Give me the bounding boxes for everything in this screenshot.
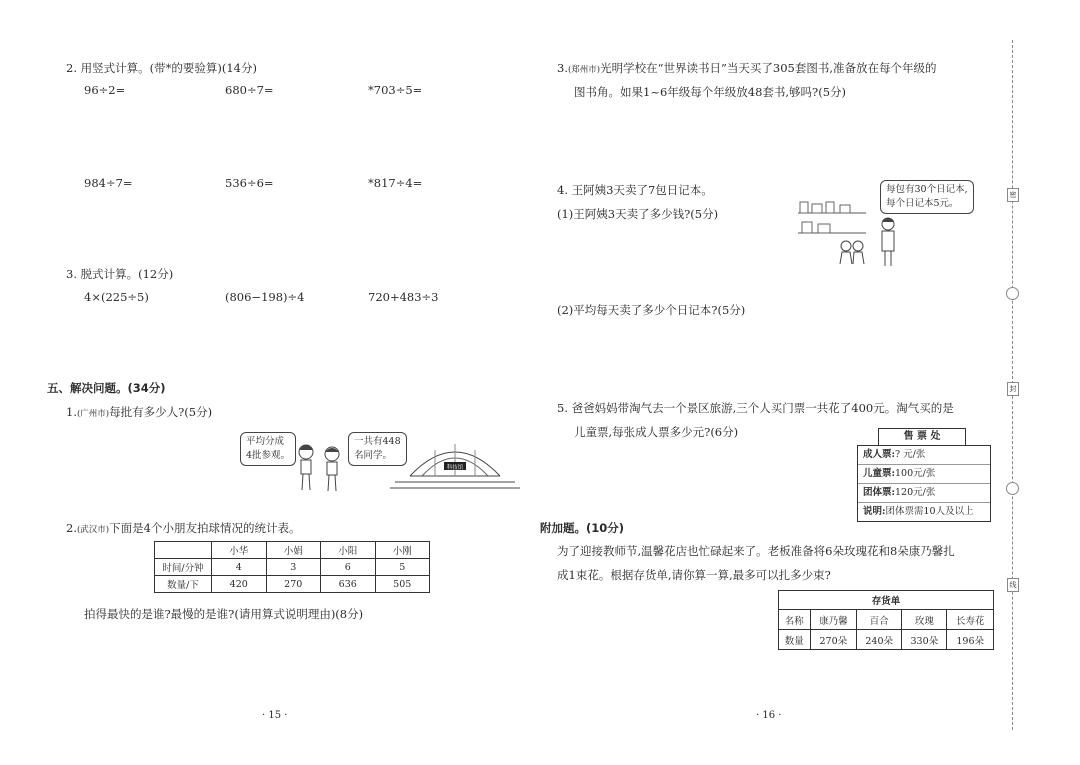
q2-item-6: *817÷4= (368, 176, 423, 190)
table-header-row (155, 542, 430, 559)
problem-2: 2.(武汉市)下面是4个小朋友拍球情况的统计表。 (66, 521, 301, 535)
problem-5-line2: 儿童票,每张成人票多少元?(6分) (574, 425, 739, 439)
bonus-line2: 成1束花。根据存货单,请你算一算,最多可以扎多少束? (557, 568, 831, 582)
q3-item-2: (806−198)÷4 (225, 290, 305, 304)
table-cell: 4 (212, 559, 267, 576)
problem-5-line1: 5. 爸爸妈妈带淘气去一个景区旅游,三个人买门票一共花了400元。淘气买的是 (557, 401, 954, 415)
problem-1-text: 每批有多少人?(5分) (109, 405, 213, 419)
problem-1: 1.(广州市)每批有多少人?(5分) (66, 405, 213, 419)
problem-3-city: (郑州市) (567, 65, 601, 75)
q2-title: 2. 用竖式计算。(带*的要验算)(14分) (66, 61, 257, 75)
binding-hole-icon (1006, 482, 1019, 495)
table-cell: 196朵 (947, 630, 994, 650)
problem-1-city: (广州市) (76, 409, 110, 419)
margin-mark-3: 线 (1007, 578, 1019, 592)
problem-3-line2: 图书角。如果1~6年级每个年级放48套书,够吗?(5分) (574, 85, 847, 99)
children-illustration (290, 442, 350, 494)
table-cell: 名称 (779, 610, 811, 630)
ticket-board-title: 售 票 处 (878, 428, 966, 446)
table-cell: 时间/分钟 (155, 559, 212, 576)
ball-stats-table (154, 541, 430, 593)
q2-item-3: *703÷5= (368, 83, 423, 97)
table-cell: 长寿花 (947, 610, 994, 630)
table-cell: 330朵 (902, 630, 947, 650)
q2-item-5: 536÷6= (225, 176, 274, 190)
table-cell: 420 (212, 576, 267, 593)
problem-2-city: (武汉市) (76, 525, 110, 535)
table-row (779, 630, 994, 650)
page-number-left: · 15 · (262, 710, 288, 721)
problem-3-line1: 3.(郑州市)光明学校在“世界读书日”当天买了305套图书,准备放在每个年级的 (557, 61, 937, 75)
table-cell: 505 (375, 576, 430, 593)
q2-item-1: 96÷2= (84, 83, 126, 97)
table-cell: 270 (266, 576, 321, 593)
speech-bubble-left: 平均分成 4批参观。 (240, 432, 296, 466)
bonus-line1: 为了迎接教师节,温馨花店也忙碌起来了。老板准备将6朵玫瑰花和8朵康乃馨扎 (557, 544, 955, 558)
table-cell: 康乃馨 (810, 610, 857, 630)
page-number-right: · 16 · (756, 710, 782, 721)
ticket-row-adult: 成人票:? 元/张 (863, 449, 926, 460)
museum-illustration (390, 436, 520, 492)
binding-hole-icon (1006, 287, 1019, 300)
q3-item-3: 720+483÷3 (368, 290, 439, 304)
table-cell: 小娟 (266, 542, 321, 559)
q3-item-1: 4×(225÷5) (84, 290, 149, 304)
problem-4-sub1: (1)王阿姨3天卖了多少钱?(5分) (557, 207, 719, 221)
bonus-title: 附加题。(10分) (540, 521, 625, 535)
table-cell: 小阳 (321, 542, 376, 559)
speech-bubble-right: 一共有448 名同学。 (348, 432, 407, 466)
table-cell: 数量/下 (155, 576, 212, 593)
ticket-row-child: 儿童票:100元/张 (858, 464, 990, 483)
ticket-board (857, 445, 991, 522)
museum-sign: 科技馆 (446, 465, 464, 471)
q2-item-2: 680÷7= (225, 83, 274, 97)
table-cell: 3 (266, 559, 321, 576)
table-cell: 玫瑰 (902, 610, 947, 630)
problem-4-sub2: (2)平均每天卖了多少个日记本?(5分) (557, 303, 746, 317)
speech-bubble-price: 每包有30个日记本, 每个日记本5元。 (880, 180, 974, 214)
problem-4-title: 4. 王阿姨3天卖了7包日记本。 (557, 183, 713, 197)
margin-mark-2: 封 (1007, 382, 1019, 396)
table-cell: 240朵 (857, 630, 902, 650)
table-cell: 小刚 (375, 542, 430, 559)
q3-title: 3. 脱式计算。(12分) (66, 267, 174, 281)
table-cell: 6 (321, 559, 376, 576)
section-5-title: 五、解决问题。(34分) (47, 381, 166, 395)
table-cell: 百合 (857, 610, 902, 630)
table-header-row (779, 610, 994, 630)
table-cell: 5 (375, 559, 430, 576)
table-cell: 数量 (779, 630, 811, 650)
margin-mark-1: 密 (1007, 188, 1019, 202)
q2-item-4: 984÷7= (84, 176, 133, 190)
table-cell: 小华 (212, 542, 267, 559)
stock-table-title: 存货单 (779, 591, 994, 610)
table-row (155, 559, 430, 576)
table-cell: 270朵 (810, 630, 857, 650)
table-row (155, 576, 430, 593)
problem-2-text: 下面是4个小朋友拍球情况的统计表。 (109, 521, 301, 535)
problem-2-question: 拍得最快的是谁?最慢的是谁?(请用算式说明理由)(8分) (84, 607, 364, 621)
ticket-row-group: 团体票:120元/张 (858, 483, 990, 502)
stock-table (778, 590, 994, 650)
table-cell (155, 542, 212, 559)
table-cell: 636 (321, 576, 376, 593)
ticket-row-note: 说明:团体票需10人及以上 (858, 502, 990, 521)
